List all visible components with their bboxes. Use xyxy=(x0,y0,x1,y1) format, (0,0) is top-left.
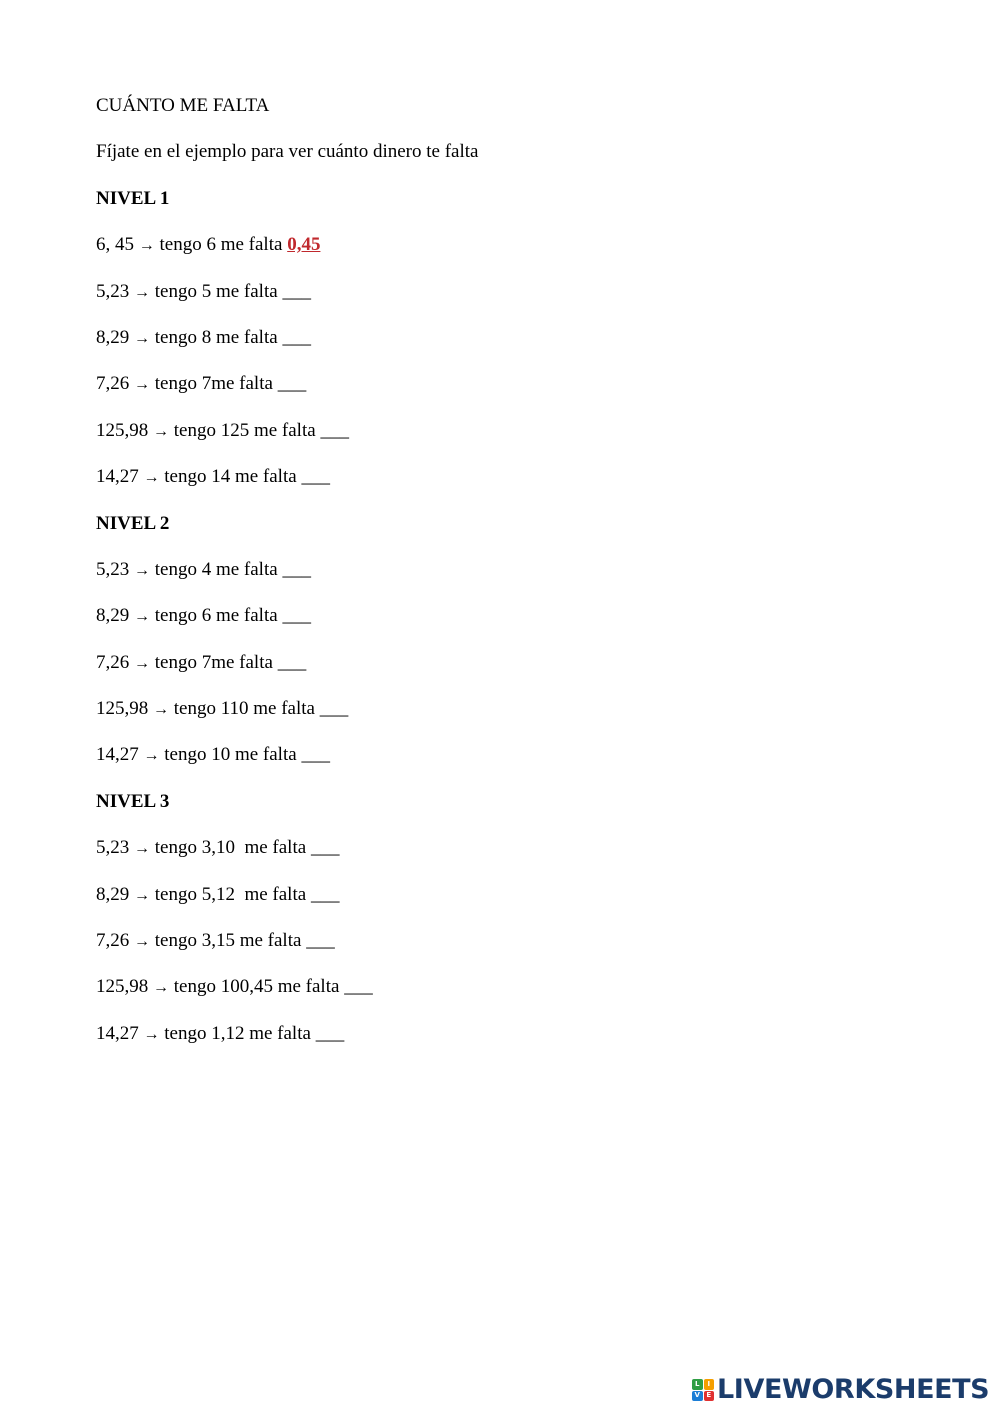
worksheet-page xyxy=(96,95,916,1069)
arrow-icon: → xyxy=(134,608,150,626)
arrow-icon: → xyxy=(153,701,169,719)
exercise-item xyxy=(96,652,916,674)
amount: 5,23 xyxy=(96,837,130,859)
arrow-icon: → xyxy=(134,329,150,347)
arrow-icon: → xyxy=(134,283,150,301)
item-text: tengo 14 me falta xyxy=(164,466,297,488)
amount: 8,29 xyxy=(96,883,130,905)
answer-blank[interactable]: ___ xyxy=(282,326,311,348)
page-title: CUÁNTO ME FALTA xyxy=(96,95,270,116)
item-text: tengo 1,12 me falta xyxy=(164,1022,311,1044)
item-text: tengo 6 me falta xyxy=(159,234,283,256)
exercise-item xyxy=(96,327,916,349)
amount: 7,26 xyxy=(96,651,130,673)
amount: 6, 45 xyxy=(96,234,134,256)
item-text: tengo 3,15 me falta xyxy=(154,930,302,952)
answer-blank[interactable]: ___ xyxy=(306,930,335,952)
logo-letter: I xyxy=(704,1379,715,1390)
amount: 125,98 xyxy=(96,419,149,441)
item-text: tengo 10 me falta xyxy=(164,744,297,766)
item-text: tengo 100,45 me falta xyxy=(173,976,340,998)
arrow-icon: → xyxy=(134,933,150,951)
amount: 7,26 xyxy=(96,930,130,952)
answer-blank[interactable]: ___ xyxy=(282,558,311,580)
amount: 8,29 xyxy=(96,326,130,348)
item-text: tengo 8 me falta xyxy=(154,326,278,348)
exercise-item xyxy=(96,744,916,766)
amount: 14,27 xyxy=(96,466,139,488)
item-text: tengo 110 me falta xyxy=(173,698,315,720)
arrow-icon: → xyxy=(134,840,150,858)
amount: 8,29 xyxy=(96,605,130,627)
amount: 5,23 xyxy=(96,558,130,580)
level-heading: NIVEL 2 xyxy=(96,512,170,534)
answer-blank[interactable]: ___ xyxy=(301,466,330,488)
arrow-icon: → xyxy=(134,886,150,904)
item-text: tengo 3,10 me falta xyxy=(154,837,307,859)
arrow-icon: → xyxy=(134,376,150,394)
instruction-text: Fíjate en el ejemplo para ver cuánto dinero te falta xyxy=(96,141,479,163)
amount: 14,27 xyxy=(96,1022,139,1044)
exercise-item xyxy=(96,605,916,627)
item-text: tengo 5,12 me falta xyxy=(154,883,307,905)
level-heading: NIVEL 3 xyxy=(96,790,170,812)
exercise-item xyxy=(96,976,916,998)
answer-blank[interactable]: ___ xyxy=(320,419,349,441)
answer-blank[interactable]: ___ xyxy=(310,837,340,859)
exercise-item xyxy=(96,373,916,395)
logo-letter: V xyxy=(692,1391,703,1402)
exercise-item xyxy=(96,884,916,906)
answer-blank[interactable]: ___ xyxy=(310,883,340,905)
answer-blank[interactable]: ___ xyxy=(315,1022,345,1044)
answer-blank[interactable]: ___ xyxy=(319,698,349,720)
brand-wordmark: LIVEWORKSHEETS xyxy=(717,1374,990,1405)
arrow-icon: → xyxy=(138,237,155,255)
answer-blank[interactable]: ___ xyxy=(282,605,311,627)
logo-letter: L xyxy=(692,1379,703,1390)
item-text: tengo 5 me falta xyxy=(154,280,278,302)
amount: 125,98 xyxy=(96,976,149,998)
arrow-icon: → xyxy=(153,422,169,440)
example-item xyxy=(96,234,916,256)
logo-letter: E xyxy=(704,1391,715,1402)
answer-blank[interactable]: ___ xyxy=(277,651,307,673)
arrow-icon: → xyxy=(143,469,160,487)
amount: 14,27 xyxy=(96,744,139,766)
item-text: tengo 6 me falta xyxy=(154,605,278,627)
exercise-item xyxy=(96,281,916,303)
exercise-item xyxy=(96,466,916,488)
answer-blank[interactable]: ___ xyxy=(282,280,311,302)
exercise-item xyxy=(96,559,916,581)
answer-blank[interactable]: ___ xyxy=(301,744,330,766)
exercise-item xyxy=(96,930,916,952)
liveworksheets-logo xyxy=(692,1374,989,1406)
item-text: tengo 7me falta xyxy=(154,373,273,395)
arrow-icon: → xyxy=(153,979,169,997)
amount: 125,98 xyxy=(96,698,149,720)
exercise-item xyxy=(96,698,916,720)
arrow-icon: → xyxy=(143,747,160,765)
arrow-icon: → xyxy=(143,1025,160,1043)
level-heading: NIVEL 1 xyxy=(96,187,170,209)
item-text: tengo 125 me falta xyxy=(173,419,316,441)
example-answer: 0,45 xyxy=(287,234,321,256)
exercise-item xyxy=(96,420,916,442)
amount: 7,26 xyxy=(96,373,130,395)
item-text: tengo 7me falta xyxy=(154,651,273,673)
exercise-item xyxy=(96,1023,916,1045)
answer-blank[interactable]: ___ xyxy=(344,976,373,998)
amount: 5,23 xyxy=(96,280,130,302)
arrow-icon: → xyxy=(134,654,150,672)
item-text: tengo 4 me falta xyxy=(154,558,278,580)
exercise-item xyxy=(96,837,916,859)
arrow-icon: → xyxy=(134,561,150,579)
liveworksheets-logo-icon xyxy=(692,1379,714,1401)
answer-blank[interactable]: ___ xyxy=(277,373,307,395)
